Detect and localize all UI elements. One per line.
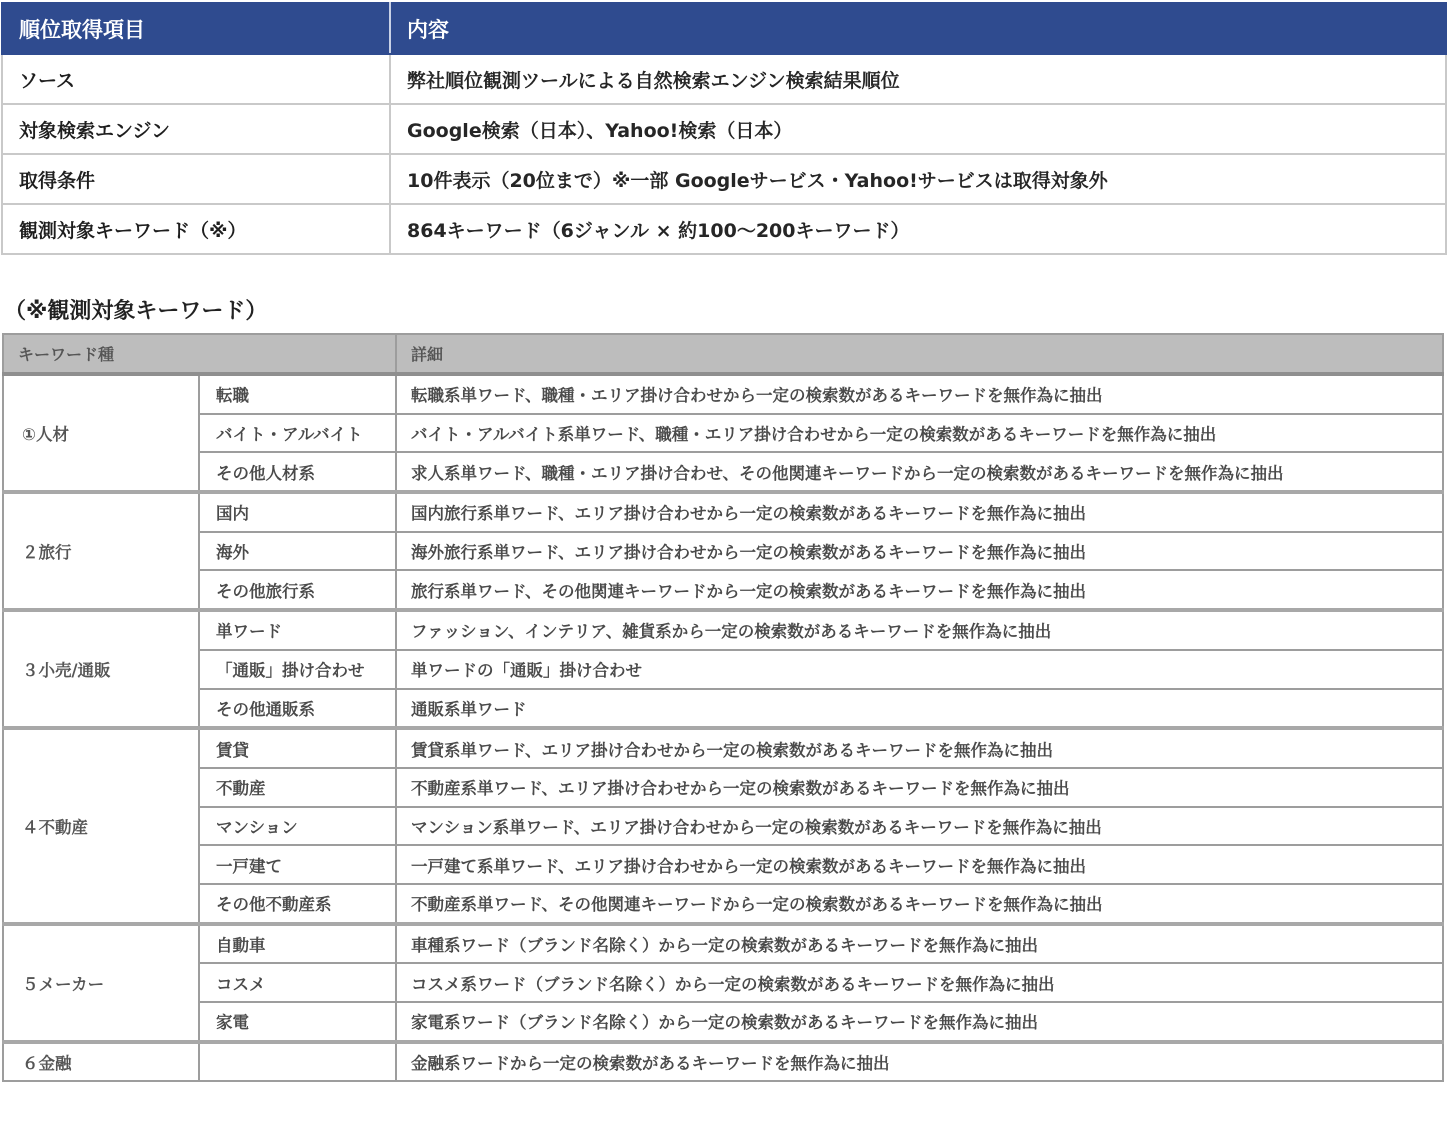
detail-cell: 海外旅行系単ワード、エリア掛け合わせから一定の検索数があるキーワードを無作為に抽出 [396, 532, 1443, 571]
header-detail: 詳細 [396, 334, 1443, 374]
ranking-source-table [1, 2, 1447, 255]
table-row [3, 1002, 1443, 1042]
table-row [3, 532, 1443, 571]
summary-row-conditions [2, 154, 1446, 204]
subtype-cell [199, 1042, 396, 1082]
table-row [3, 728, 1443, 768]
summary-item: 対象検索エンジン [2, 104, 390, 154]
genre-cell: ３小売/通販 [3, 610, 199, 728]
table-row [3, 610, 1443, 650]
subtype-cell: 自動車 [199, 924, 396, 964]
table-row [3, 570, 1443, 610]
subtype-cell: 一戸建て [199, 845, 396, 884]
genre-cell: ６金融 [3, 1042, 199, 1082]
detail-cell: バイト・アルバイト系単ワード、職種・エリア掛け合わせから一定の検索数があるキーワードを無作為に抽出 [396, 414, 1443, 453]
detail-cell: 求人系単ワード、職種・エリア掛け合わせ、その他関連キーワードから一定の検索数があるキーワードを無作為に抽出 [396, 452, 1443, 492]
detail-cell: 通販系単ワード [396, 689, 1443, 729]
subtype-cell: その他人材系 [199, 452, 396, 492]
summary-item: 取得条件 [2, 154, 390, 204]
subtype-cell: その他旅行系 [199, 570, 396, 610]
subtype-cell: 不動産 [199, 768, 396, 807]
table-row [3, 845, 1443, 884]
subtype-cell: その他不動産系 [199, 884, 396, 924]
table-row [3, 884, 1443, 924]
table-row [3, 374, 1443, 414]
subtype-cell: 海外 [199, 532, 396, 571]
summary-item: ソース [2, 54, 390, 104]
detail-cell: 不動産系単ワード、エリア掛け合わせから一定の検索数があるキーワードを無作為に抽出 [396, 768, 1443, 807]
genre-cell: ５メーカー [3, 924, 199, 1042]
keyword-header-row [3, 334, 1443, 374]
detail-cell: 国内旅行系単ワード、エリア掛け合わせから一定の検索数があるキーワードを無作為に抽出 [396, 492, 1443, 532]
detail-cell: 転職系単ワード、職種・エリア掛け合わせから一定の検索数があるキーワードを無作為に抽出 [396, 374, 1443, 414]
subtype-cell: 転職 [199, 374, 396, 414]
subtype-cell: 賃貸 [199, 728, 396, 768]
keyword-type-table [2, 333, 1444, 1082]
table-row [3, 963, 1443, 1002]
detail-cell: マンション系単ワード、エリア掛け合わせから一定の検索数があるキーワードを無作為に抽出 [396, 807, 1443, 846]
detail-cell: コスメ系ワード（ブランド名除く）から一定の検索数があるキーワードを無作為に抽出 [396, 963, 1443, 1002]
summary-header-row [2, 3, 1446, 54]
detail-cell: 賃貸系単ワード、エリア掛け合わせから一定の検索数があるキーワードを無作為に抽出 [396, 728, 1443, 768]
table-row [3, 452, 1443, 492]
table-row [3, 768, 1443, 807]
detail-cell: 一戸建て系単ワード、エリア掛け合わせから一定の検索数があるキーワードを無作為に抽出 [396, 845, 1443, 884]
summary-content: 弊社順位観測ツールによる自然検索エンジン検索結果順位 [390, 54, 1446, 104]
keyword-table-caption: （※観測対象キーワード） [4, 299, 268, 324]
table-row [3, 689, 1443, 729]
genre-cell: ①人材 [3, 374, 199, 492]
subtype-cell: 国内 [199, 492, 396, 532]
header-content: 内容 [390, 3, 1446, 54]
detail-cell: 不動産系単ワード、その他関連キーワードから一定の検索数があるキーワードを無作為に抽出 [396, 884, 1443, 924]
summary-row-keywords [2, 204, 1446, 254]
subtype-cell: マンション [199, 807, 396, 846]
table-row [3, 492, 1443, 532]
genre-cell: ２旅行 [3, 492, 199, 610]
subtype-cell: 「通販」掛け合わせ [199, 650, 396, 689]
table-row [3, 1042, 1443, 1082]
subtype-cell: その他通販系 [199, 689, 396, 729]
summary-content: 864キーワード（6ジャンル × 約100～200キーワード） [390, 204, 1446, 254]
summary-row-search-engine [2, 104, 1446, 154]
detail-cell: 単ワードの「通販」掛け合わせ [396, 650, 1443, 689]
table-row [3, 650, 1443, 689]
detail-cell: 車種系ワード（ブランド名除く）から一定の検索数があるキーワードを無作為に抽出 [396, 924, 1443, 964]
summary-content: 10件表示（20位まで）※一部 Googleサービス・Yahoo!サービスは取得対象外 [390, 154, 1446, 204]
table-row [3, 807, 1443, 846]
header-keyword-type: キーワード種 [3, 334, 396, 374]
subtype-cell: バイト・アルバイト [199, 414, 396, 453]
detail-cell: 金融系ワードから一定の検索数があるキーワードを無作為に抽出 [396, 1042, 1443, 1082]
detail-cell: ファッション、インテリア、雑貨系から一定の検索数があるキーワードを無作為に抽出 [396, 610, 1443, 650]
subtype-cell: 単ワード [199, 610, 396, 650]
subtype-cell: コスメ [199, 963, 396, 1002]
summary-item: 観測対象キーワード（※） [2, 204, 390, 254]
table-row [3, 924, 1443, 964]
detail-cell: 家電系ワード（ブランド名除く）から一定の検索数があるキーワードを無作為に抽出 [396, 1002, 1443, 1042]
summary-row-source [2, 54, 1446, 104]
header-ranking-item: 順位取得項目 [2, 3, 390, 54]
summary-content: Google検索（日本）、Yahoo!検索（日本） [390, 104, 1446, 154]
subtype-cell: 家電 [199, 1002, 396, 1042]
detail-cell: 旅行系単ワード、その他関連キーワードから一定の検索数があるキーワードを無作為に抽出 [396, 570, 1443, 610]
table-row [3, 414, 1443, 453]
genre-cell: ４不動産 [3, 728, 199, 923]
